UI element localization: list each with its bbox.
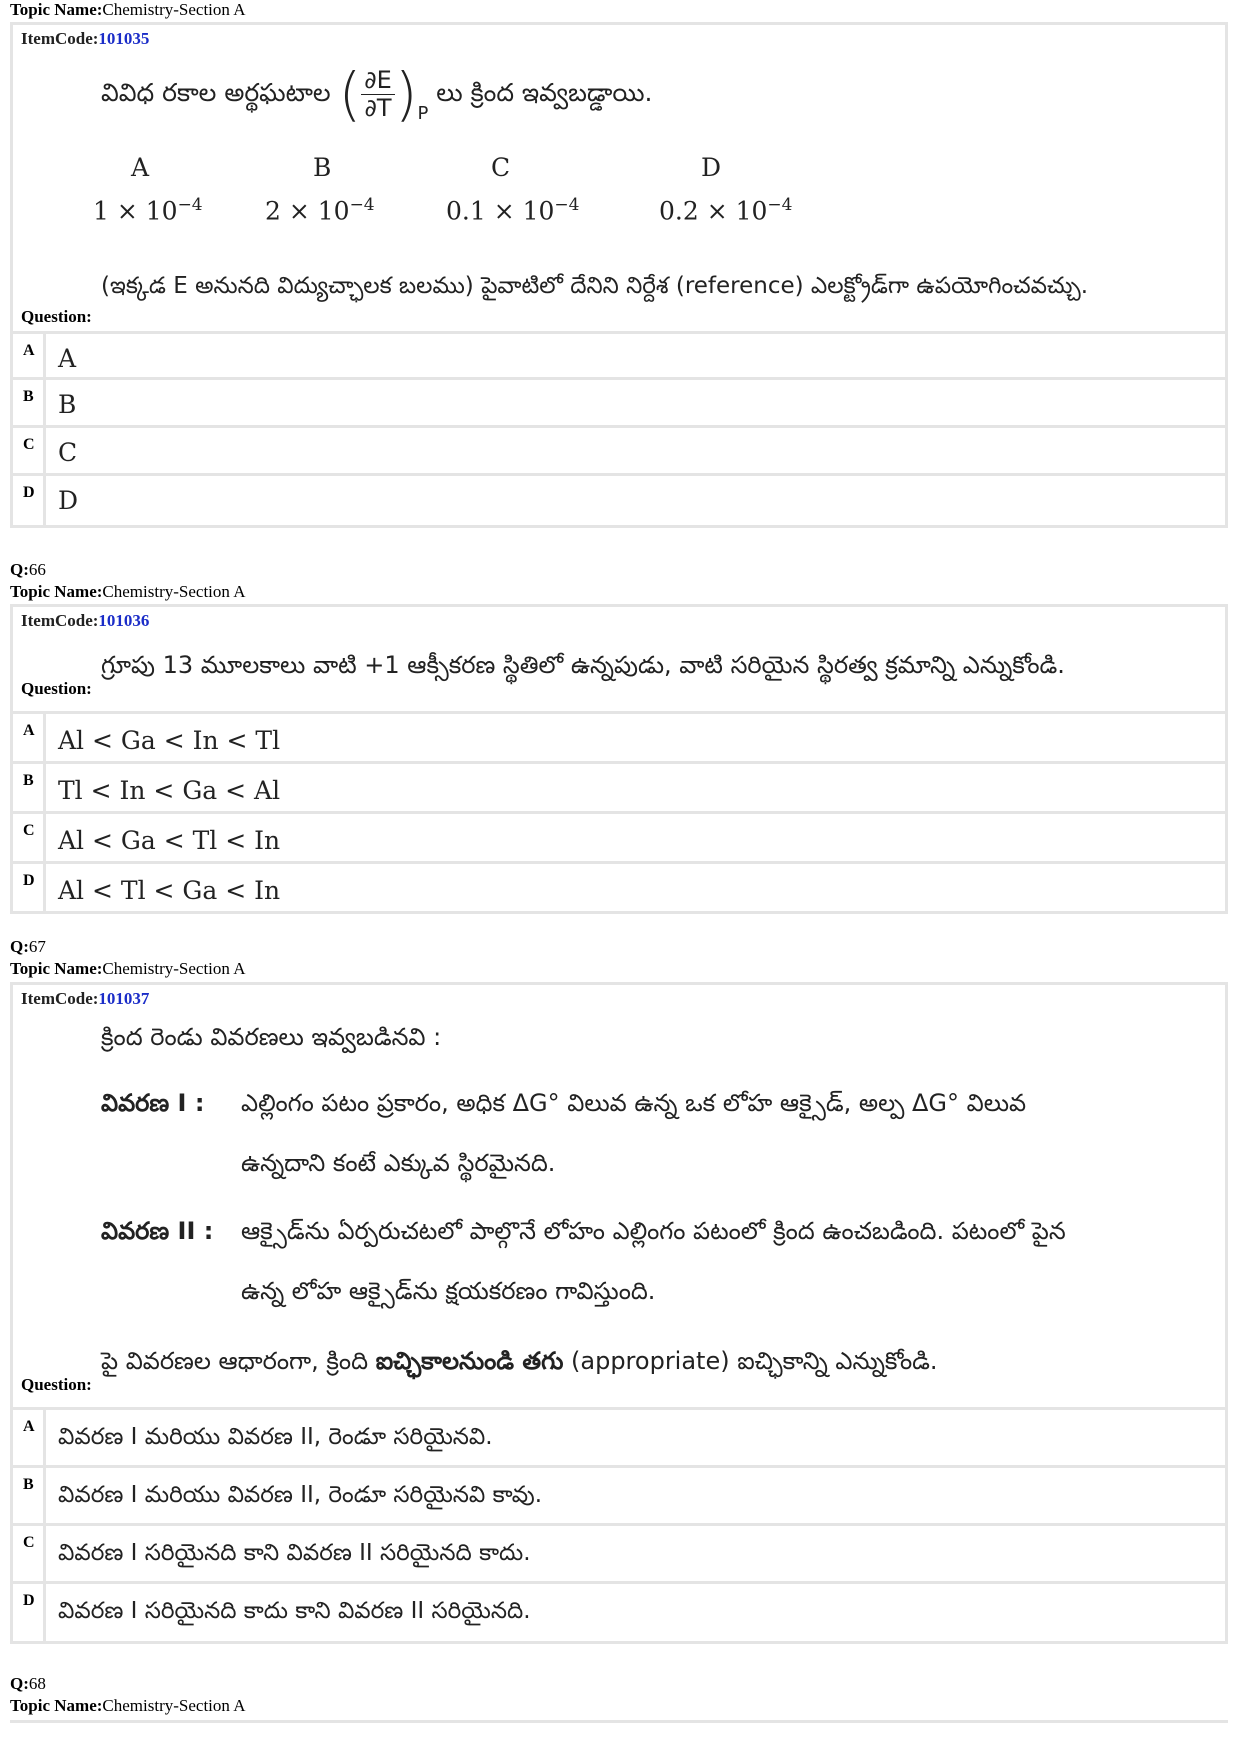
statement-2-line-2: ఉన్న లోహ ఆక్సైడ్‌ను క్షయకరణం గావిస్తుంది. [241, 1277, 656, 1305]
question-label: Question: [21, 679, 92, 698]
statement-1-line-2: ఉన్నదాని కంటే ఎక్కువ స్థిరమైనది. [241, 1149, 556, 1177]
option-c[interactable]: C Al < Ga < Tl < In [10, 814, 1228, 864]
question-number-68: Q:68 [10, 1674, 46, 1693]
statement-1-line-1: ఎల్లింగం పటం ప్రకారం, అధిక ΔG° విలువ ఉన్న ఒక లోహ ఆక్సైడ్, అల్ప ΔG° విలువ [241, 1089, 1027, 1117]
item-code: ItemCode:101037 [21, 989, 150, 1008]
table-header-b: B [313, 153, 332, 182]
statement-2-line-1: ఆక్సైడ్‌ను ఏర్పరుచటలో పాల్గొనే లోహం ఎల్లింగం పటంలో క్రింద ఉంచబడింది. పటంలో పైన [241, 1217, 1066, 1245]
table-value-a: $1 \times 10^{-4}$ [93, 195, 203, 226]
question-label: Question: [21, 307, 92, 326]
table-header-a: A [131, 153, 150, 182]
option-a[interactable]: A A [10, 334, 1228, 380]
question-box-q66 [10, 604, 1228, 714]
question-box-q67 [10, 982, 1228, 1410]
question-label: Question: [21, 1375, 92, 1394]
option-d[interactable]: D Al < Tl < Ga < In [10, 864, 1228, 914]
table-value-d: $0.2 \times 10^{-4}$ [659, 195, 793, 226]
option-c[interactable]: C C [10, 428, 1228, 476]
statement-2-label: వివరణ II : [101, 1217, 214, 1245]
item-code: ItemCode:101035 [21, 29, 150, 48]
option-a[interactable]: A వివరణ I మరియు వివరణ II, రెండూ సరియైనవి. [10, 1410, 1228, 1468]
item-code: ItemCode:101036 [21, 611, 150, 630]
table-header-d: D [701, 153, 722, 182]
question-box-q65 [10, 22, 1228, 334]
option-d[interactable]: D D [10, 476, 1228, 528]
question-number-66: Q:66 [10, 560, 46, 579]
option-b[interactable]: B వివరణ I మరియు వివరణ II, రెండూ సరియైనవి కావు. [10, 1468, 1228, 1526]
option-b[interactable]: B B [10, 380, 1228, 428]
table-value-c: $0.1 \times 10^{-4}$ [446, 195, 580, 226]
stem: గ్రూపు 13 మూలకాలు వాటి +1 ఆక్సీకరణ స్థితిలో ఉన్నపుడు, వాటి సరియైన స్థిరత్వ క్రమాన్ని ఎన్నుకోండి. [101, 651, 1065, 679]
table-value-b: $2 \times 10^{-4}$ [265, 195, 375, 226]
statement-1-label: వివరణ I : [101, 1089, 205, 1117]
topic-line-q68: Topic Name:Chemistry-Section A [10, 1696, 246, 1715]
option-a[interactable]: A Al < Ga < In < Tl [10, 714, 1228, 764]
instruction: పై వివరణల ఆధారంగా, క్రింది ఐచ్ఛికాలనుండి తగు (appropriate) ఐచ్ఛికాన్ని ఎన్నుకోండి. [101, 1347, 938, 1375]
option-d[interactable]: D వివరణ I సరియైనది కాదు కాని వివరణ II సరియైనది. [10, 1584, 1228, 1644]
stem-line-1: వివిధ రకాల అర్థఘటాల ( $\frac{\partial E}{\partial T}$ )$_P$ లు క్రింద ఇవ్వబడ్డాయి. [101, 60, 653, 128]
topic-line-q67: Topic Name:Chemistry-Section A [10, 959, 246, 978]
table-header-c: C [491, 153, 511, 182]
question-number-67: Q:67 [10, 937, 46, 956]
topic-line-q65: Topic Name:Chemistry-Section A [10, 0, 246, 19]
topic-line-q66: Topic Name:Chemistry-Section A [10, 582, 246, 601]
stem-line-3: (ఇక్కడ E అనునది విద్యుచ్ఛాలక బలము) పైవాటిలో దేనిని నిర్దేశ (reference) ఎలక్ట్రోడ్‌గా ఉపయోగించవచ్చు. [101, 273, 1089, 299]
option-b[interactable]: B Tl < In < Ga < Al [10, 764, 1228, 814]
option-c[interactable]: C వివరణ I సరియైనది కాని వివరణ II సరియైనది కాదు. [10, 1526, 1228, 1584]
question-box-q68-top-border [10, 1720, 1228, 1723]
intro: క్రింద రెండు వివరణలు ఇవ్వబడినవి : [101, 1023, 442, 1051]
